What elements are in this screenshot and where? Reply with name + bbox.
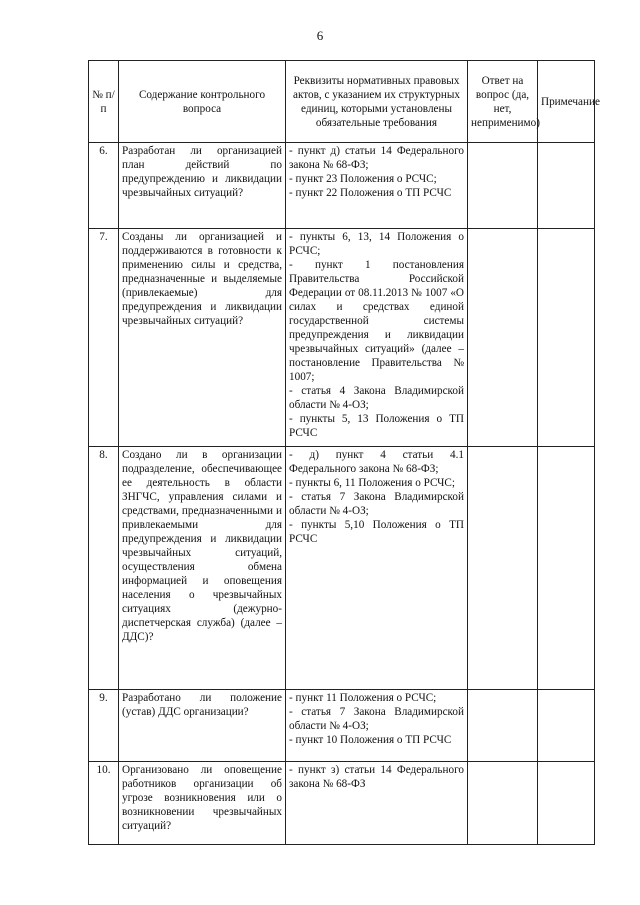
- requisite-item: - пункты 5,10 Положения о ТП РСЧС: [289, 519, 464, 545]
- row-number: 6.: [89, 143, 119, 229]
- control-question: Созданы ли организацией и поддерживаются в готовности к применению силы и средства, предназначенные и выделяемые (привлекаемые) для предупреждения и ликвидации чрезвычайных ситуаций?: [119, 229, 286, 447]
- header-requisites: Реквизиты нормативных правовых актов, с указанием их структурных единиц, которыми установлены обязательные требования: [286, 61, 468, 143]
- requisites-cell: [286, 143, 468, 229]
- requisite-item: - пункты 6, 11 Положения о РСЧС;: [289, 477, 455, 489]
- header-note: Примечание: [538, 61, 595, 143]
- requisites-cell: [286, 229, 468, 447]
- table-header-row: [89, 61, 595, 143]
- requisite-item: - пункт д) статьи 14 Федерального закона № 68-ФЗ;: [289, 145, 464, 171]
- requisite-item: - статья 7 Закона Владимирской области № 4-ОЗ;: [289, 491, 464, 517]
- header-num: № п/п: [89, 61, 119, 143]
- requisites-cell: [286, 447, 468, 690]
- header-question: Содержание контрольного вопроса: [119, 61, 286, 143]
- requisite-item: - пункт 10 Положения о ТП РСЧС: [289, 734, 452, 746]
- header-answer: Ответ на вопрос (да, нет, неприменимо): [468, 61, 538, 143]
- answer-cell[interactable]: [468, 143, 538, 229]
- row-number: 9.: [89, 690, 119, 762]
- note-cell[interactable]: [538, 762, 595, 845]
- requisite-item: - пункты 5, 13 Положения о ТП РСЧС: [289, 413, 464, 439]
- requisites-cell: [286, 690, 468, 762]
- requisite-item: - статья 7 Закона Владимирской области № 4-ОЗ;: [289, 706, 464, 732]
- note-cell[interactable]: [538, 143, 595, 229]
- table-row: [89, 229, 595, 447]
- control-question: Создано ли в организации подразделение, обеспечивающее ее деятельность в области ЗНГЧС, управления силами и средствами, предназначенными и привлекаемыми для предупреждения и ликвидации чрезвычайных ситуаций, осуществления обмена информацией и оповещения населения о чрезвычайных ситуациях (дежурно-диспетчерская служба) (далее – ДДС)?: [119, 447, 286, 690]
- requisite-item: - д) пункт 4 статьи 4.1 Федерального закона № 68-ФЗ;: [289, 449, 464, 475]
- note-cell[interactable]: [538, 229, 595, 447]
- control-question: Разработано ли положение (устав) ДДС организации?: [119, 690, 286, 762]
- control-question: Организовано ли оповещение работников организации об угрозе возникновения или о возникновении чрезвычайных ситуаций?: [119, 762, 286, 845]
- requisite-item: - пункт 22 Положения о ТП РСЧС: [289, 187, 452, 199]
- table-row: [89, 447, 595, 690]
- checklist-table: [88, 60, 600, 845]
- requisite-item: - пункт 1 постановления Правительства Российской Федерации от 08.11.2013 № 1007 «О силах и средствах единой государственной системы предупреждения и ликвидации чрезвычайных ситуаций» (далее – постановление Правительства № 1007;: [289, 259, 464, 383]
- answer-cell[interactable]: [468, 447, 538, 690]
- requisite-item: - статья 4 Закона Владимирской области № 4-ОЗ;: [289, 385, 464, 411]
- requisite-item: - пункт 23 Положения о РСЧС;: [289, 173, 437, 185]
- answer-cell[interactable]: [468, 690, 538, 762]
- note-cell[interactable]: [538, 447, 595, 690]
- page-number: 6: [316, 28, 324, 43]
- answer-cell[interactable]: [468, 762, 538, 845]
- requisite-item: - пункт з) статьи 14 Федерального закона № 68-ФЗ: [289, 764, 464, 790]
- row-number: 7.: [89, 229, 119, 447]
- table-row: [89, 762, 595, 845]
- answer-cell[interactable]: [468, 229, 538, 447]
- control-question: Разработан ли организацией план действий по предупреждению и ликвидации чрезвычайных ситуаций?: [119, 143, 286, 229]
- table-row: [89, 143, 595, 229]
- requisites-cell: [286, 762, 468, 845]
- requisite-item: - пункт 11 Положения о РСЧС;: [289, 692, 437, 704]
- row-number: 8.: [89, 447, 119, 690]
- note-cell[interactable]: [538, 690, 595, 762]
- requisite-item: - пункты 6, 13, 14 Положения о РСЧС;: [289, 231, 464, 257]
- table-row: [89, 690, 595, 762]
- row-number: 10.: [89, 762, 119, 845]
